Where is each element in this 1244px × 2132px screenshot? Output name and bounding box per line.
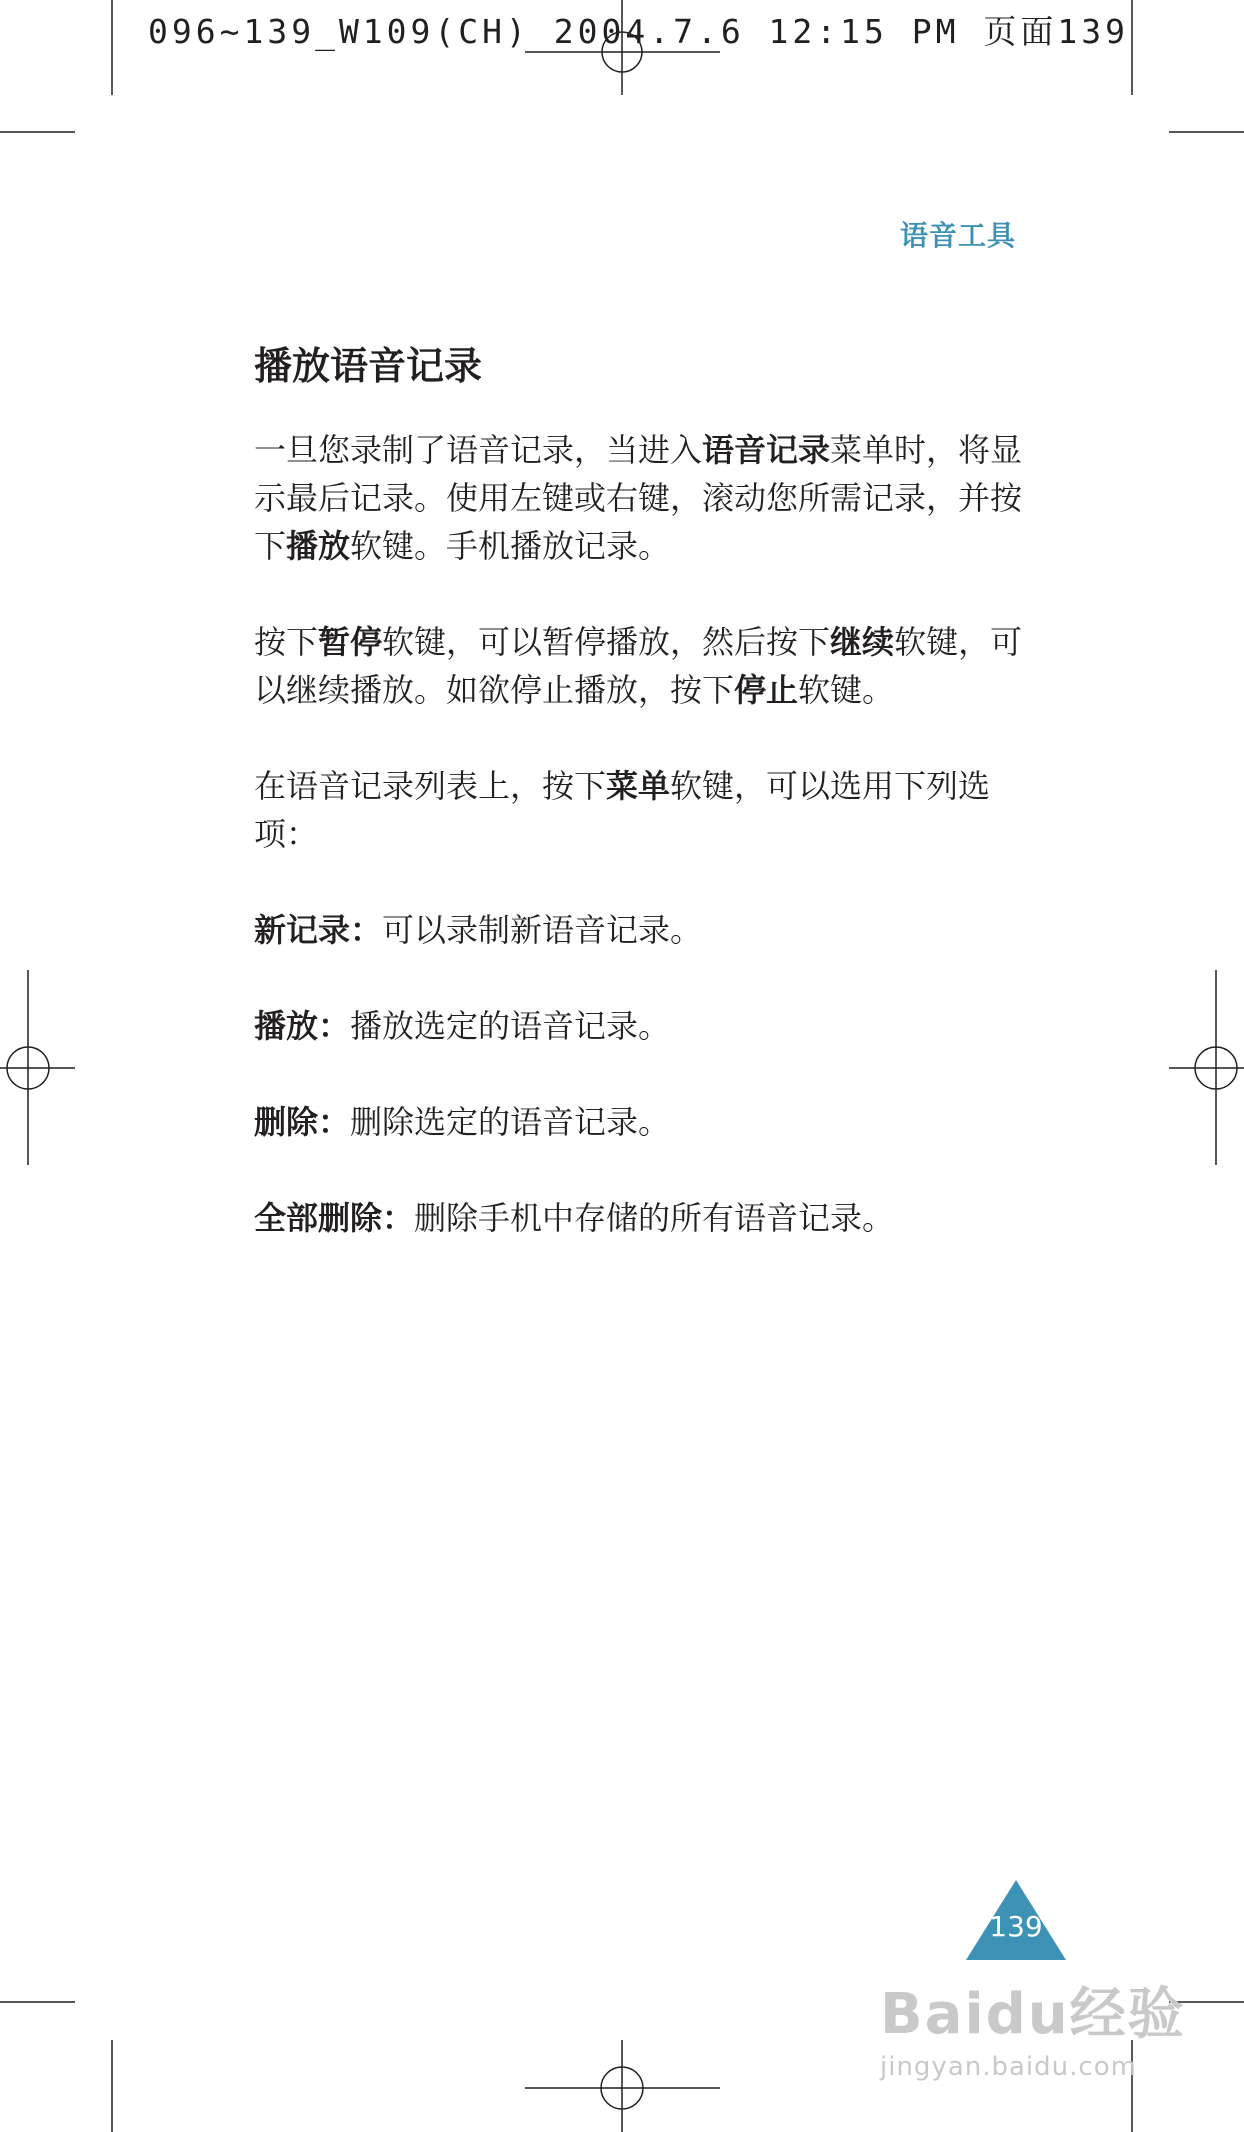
option-term: 新记录： xyxy=(254,911,383,949)
softkey-continue: 继续 xyxy=(830,623,895,661)
text-span: 按下 xyxy=(254,623,319,661)
page-title: 播放语音记录 xyxy=(254,344,483,388)
option-term: 删除： xyxy=(254,1103,351,1141)
watermark-url: jingyan.baidu.com xyxy=(880,2052,1137,2082)
option-delete xyxy=(254,1098,1034,1146)
page-content xyxy=(254,338,1034,1290)
paragraph-menu xyxy=(254,762,1034,858)
page-number-badge xyxy=(966,1880,1066,1960)
option-description: 可以录制新语音记录。 xyxy=(382,911,703,949)
text-span: 一旦您录制了语音记录，当进入 xyxy=(254,431,703,469)
option-delete-all xyxy=(254,1194,1034,1242)
page-number: 139 xyxy=(989,1910,1043,1943)
watermark-logo: Baidu经验 xyxy=(880,1982,1186,2047)
text-span: 软键。 xyxy=(798,671,895,709)
paragraph-intro xyxy=(254,426,1034,570)
menu-name-voice-record: 语音记录 xyxy=(702,431,831,469)
text-span: 软键，可以选用下列选项： xyxy=(254,767,991,853)
softkey-pause: 暂停 xyxy=(318,623,383,661)
option-description: 删除选定的语音记录。 xyxy=(350,1103,671,1141)
text-span: 在语音记录列表上，按下 xyxy=(254,767,607,805)
option-new-record xyxy=(254,906,1034,954)
option-description: 删除手机中存储的所有语音记录。 xyxy=(414,1199,895,1237)
text-span: 软键，可以继续播放。如欲停止播放，按下 xyxy=(254,623,1023,709)
text-span: 软键。手机播放记录。 xyxy=(350,527,671,565)
softkey-stop: 停止 xyxy=(734,671,799,709)
section-header: 语音工具 xyxy=(899,219,1016,252)
text-span: 菜单时，将显示最后记录。使用左键或右键，滚动您所需记录，并按下 xyxy=(254,431,1023,565)
option-play xyxy=(254,1002,1034,1050)
option-description: 播放选定的语音记录。 xyxy=(350,1007,671,1045)
softkey-menu: 菜单 xyxy=(606,767,671,805)
printer-slug: 096~139_W109(CH) 2004.7.6 12:15 PM 页面139 xyxy=(148,12,1129,51)
paragraph-pause xyxy=(254,618,1034,714)
option-term: 播放： xyxy=(254,1007,351,1045)
watermark xyxy=(880,1970,1186,2082)
softkey-play: 播放 xyxy=(286,527,351,565)
text-span: 软键，可以暂停播放，然后按下 xyxy=(382,623,831,661)
option-term: 全部删除： xyxy=(254,1199,415,1237)
